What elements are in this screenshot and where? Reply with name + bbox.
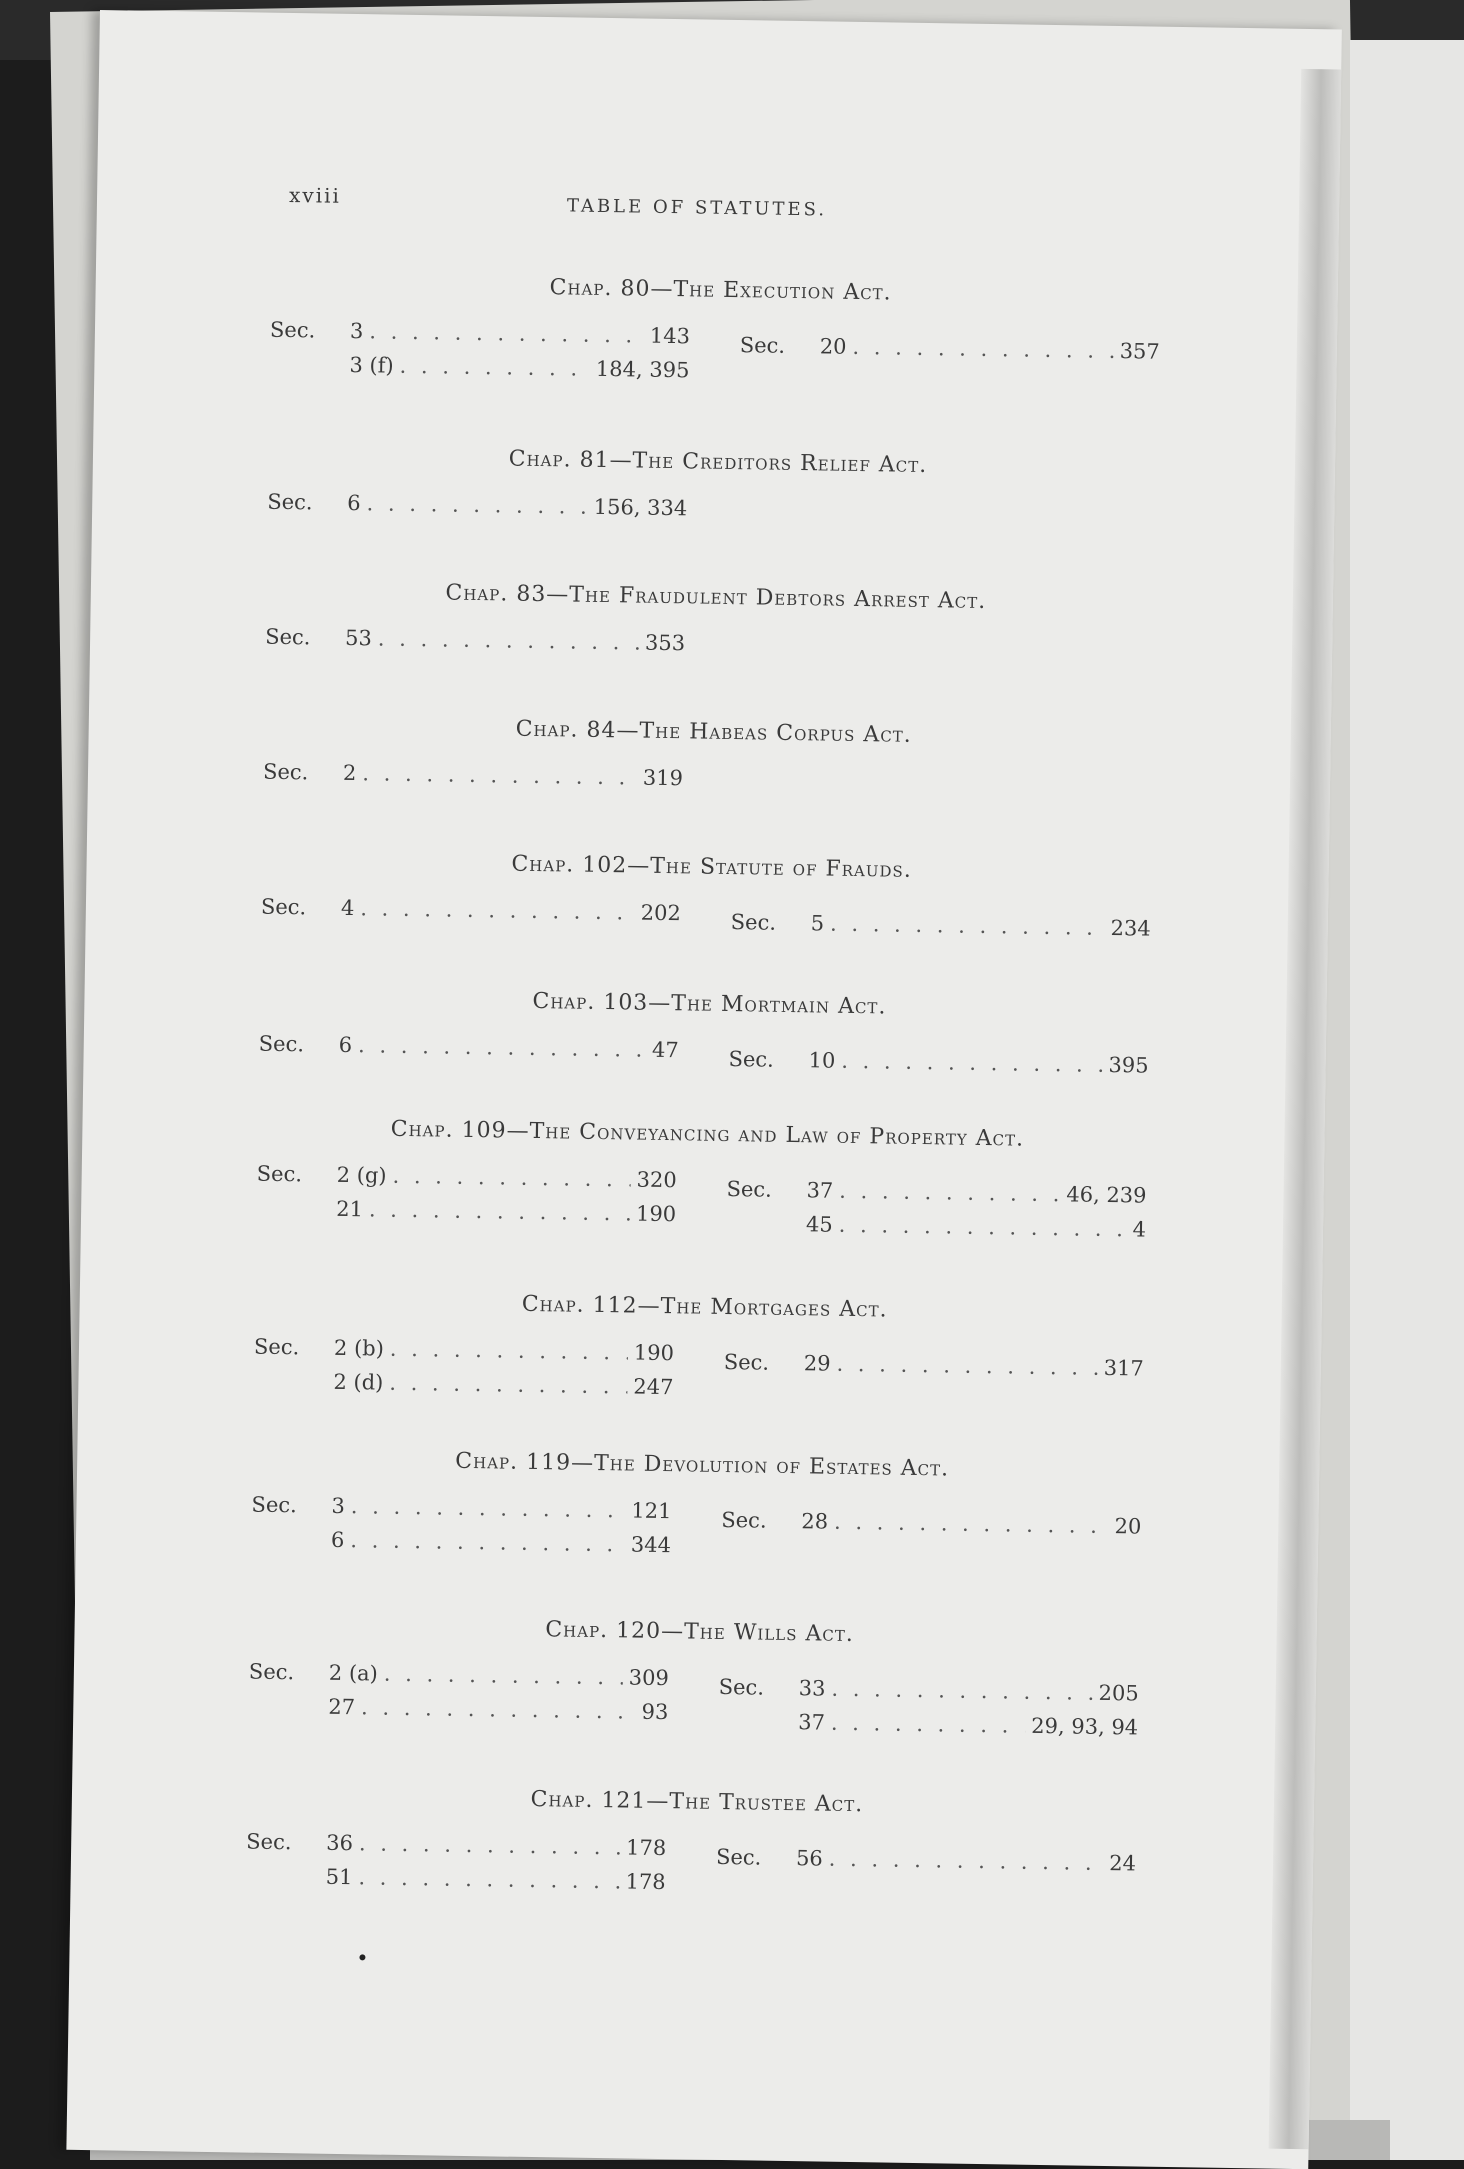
page-references: 178 — [625, 1869, 666, 1895]
section-entry — [267, 490, 687, 531]
section-label: Sec. — [723, 1349, 770, 1375]
dot-leader — [359, 1831, 621, 1859]
dot-leader — [389, 1371, 627, 1399]
section-number: 10 — [808, 1048, 836, 1073]
chapter-block — [251, 1446, 1153, 1577]
section-entry — [265, 625, 685, 666]
section-columns — [266, 490, 1167, 574]
chapter-block — [269, 271, 1171, 402]
dot-leader — [351, 1494, 626, 1522]
chapter-block — [260, 848, 1162, 979]
section-entry — [726, 1211, 1146, 1252]
page-references: 156, 334 — [593, 494, 688, 521]
section-number: 5 — [810, 911, 825, 936]
book-page — [66, 10, 1341, 2169]
section-number: 45 — [805, 1212, 833, 1237]
section-entry — [245, 1864, 665, 1905]
dot-leader — [360, 896, 635, 924]
page-references: 4 — [1132, 1217, 1147, 1242]
section-entry — [728, 1047, 1148, 1088]
section-number: 3 — [349, 318, 364, 344]
page-references: 320 — [636, 1167, 677, 1193]
page-references: 184, 395 — [595, 356, 690, 383]
section-entry — [730, 910, 1150, 951]
section-entry — [253, 1369, 673, 1410]
page-references: 93 — [641, 1699, 669, 1725]
dot-leader — [350, 1528, 625, 1556]
section-label: Sec. — [715, 1844, 762, 1870]
page-references: 178 — [625, 1835, 667, 1861]
chapter-heading: Chap. 103—The Mortmain Act. — [532, 988, 887, 1020]
section-label: Sec. — [253, 1334, 300, 1360]
page-references: 24 — [1109, 1851, 1137, 1876]
dot-leader — [392, 1164, 630, 1192]
dot-leader — [839, 1213, 1127, 1242]
section-label: Sec. — [728, 1047, 775, 1072]
chapter-heading: Chap. 119—The Devolution of Estates Act. — [455, 1448, 950, 1482]
section-label: Sec. — [730, 910, 777, 935]
chapter-block — [266, 443, 1168, 574]
left-column — [261, 895, 681, 936]
section-label: Sec. — [267, 489, 313, 515]
section-number: 29 — [803, 1351, 831, 1376]
right-column — [739, 333, 1159, 374]
section-label: Sec. — [264, 624, 311, 650]
right-column — [726, 1177, 1147, 1252]
chapter-heading: Chap. 121—The Trustee Act. — [530, 1786, 864, 1818]
chapter-block — [256, 1115, 1158, 1246]
page-references: 29, 93, 94 — [1031, 1713, 1139, 1740]
page-references: 247 — [633, 1374, 674, 1400]
section-number: 21 — [336, 1196, 364, 1222]
chapter-heading: Chap. 109—The Conveyancing and Law of Property Act. — [390, 1116, 1025, 1152]
left-column — [256, 1162, 677, 1237]
section-label: Sec. — [718, 1674, 765, 1700]
chapter-block — [262, 713, 1164, 844]
left-column — [251, 1493, 672, 1568]
dot-leader — [830, 912, 1105, 940]
section-label — [251, 1546, 331, 1547]
section-number: 51 — [325, 1864, 353, 1890]
section-columns — [245, 1830, 1146, 1914]
page-references: 353 — [644, 630, 686, 656]
section-entry — [721, 1508, 1141, 1549]
section-columns — [258, 1032, 1159, 1116]
dot-leader — [384, 1662, 623, 1690]
section-entry — [256, 1196, 676, 1237]
page-content — [67, 10, 1280, 2128]
section-label — [269, 371, 349, 372]
section-number: 3 — [331, 1493, 346, 1519]
dot-leader — [390, 1337, 628, 1365]
left-column — [248, 1660, 669, 1735]
chapter-heading: Chap. 112—The Mortgages Act. — [521, 1291, 888, 1323]
dot-leader — [841, 1049, 1103, 1077]
section-number: 4 — [340, 895, 355, 921]
page-references: 20 — [1114, 1514, 1142, 1539]
section-label: Sec. — [248, 1659, 295, 1685]
section-number: 2 (g) — [336, 1162, 387, 1188]
dot-leader — [366, 491, 587, 518]
section-number: 6 — [338, 1032, 353, 1058]
page-references: 317 — [1103, 1355, 1144, 1381]
section-label — [256, 1215, 336, 1216]
ink-speck — [359, 1954, 365, 1960]
section-label — [726, 1230, 806, 1231]
dot-leader — [834, 1510, 1109, 1538]
section-number: 33 — [798, 1676, 826, 1701]
chapter-heading: Chap. 80—The Execution Act. — [549, 275, 892, 306]
dot-leader — [839, 1179, 1060, 1206]
section-number: 2 — [342, 760, 357, 786]
section-number: 27 — [328, 1694, 356, 1720]
dot-leader — [369, 319, 644, 347]
section-entry — [739, 333, 1159, 374]
chapter-heading: Chap. 120—The Wills Act. — [545, 1617, 855, 1648]
section-columns — [262, 760, 1163, 844]
page-references: 234 — [1110, 915, 1151, 941]
right-column — [728, 1047, 1148, 1088]
section-label: Sec. — [739, 333, 786, 358]
page-references: 202 — [640, 900, 682, 926]
section-columns — [253, 1335, 1154, 1419]
page-references: 319 — [642, 765, 684, 791]
left-column — [258, 1032, 678, 1073]
section-label: Sec. — [726, 1176, 773, 1202]
section-number: 37 — [806, 1178, 834, 1203]
section-label — [253, 1388, 333, 1389]
dot-leader — [358, 1865, 620, 1893]
right-column — [718, 1675, 1139, 1750]
page-references: 190 — [633, 1340, 675, 1366]
section-number: 2 (a) — [328, 1660, 379, 1686]
section-label: Sec. — [246, 1829, 292, 1855]
dot-leader — [358, 1033, 646, 1062]
section-label: Sec. — [260, 894, 307, 920]
page-references: 46, 239 — [1066, 1182, 1147, 1208]
chapter-heading: Chap. 84—The Habeas Corpus Act. — [515, 716, 912, 748]
chapter-heading: Chap. 102—The Statute of Frauds. — [511, 851, 912, 883]
right-column — [716, 1845, 1136, 1886]
section-columns — [256, 1162, 1157, 1246]
section-number: 53 — [344, 625, 373, 651]
section-number: 6 — [330, 1527, 345, 1553]
section-label: Sec. — [262, 759, 309, 785]
section-number: 36 — [326, 1830, 354, 1856]
section-label: Sec. — [251, 1492, 297, 1518]
dot-leader — [831, 1711, 1026, 1738]
section-number: 2 (b) — [333, 1335, 385, 1361]
section-label — [718, 1728, 798, 1729]
left-column — [245, 1830, 666, 1905]
section-columns — [260, 895, 1161, 979]
page-references: 395 — [1108, 1052, 1149, 1078]
chapter-block — [258, 985, 1160, 1116]
section-columns — [269, 318, 1170, 402]
page-references: 47 — [651, 1037, 679, 1063]
page-references: 143 — [649, 323, 691, 349]
page-references: 357 — [1119, 339, 1160, 364]
section-number: 6 — [347, 490, 361, 516]
dot-leader — [361, 1695, 636, 1723]
section-entry — [269, 352, 689, 393]
dot-leader — [362, 761, 637, 789]
right-column — [723, 1350, 1143, 1391]
section-columns — [251, 1493, 1152, 1577]
left-column — [263, 760, 683, 801]
facing-page — [1350, 40, 1464, 2160]
page-references: 309 — [628, 1665, 670, 1691]
section-entry — [261, 895, 681, 936]
right-column — [730, 910, 1150, 951]
running-head: TABLE OF STATUTES. — [566, 195, 828, 221]
left-column — [267, 490, 687, 531]
dot-leader — [399, 354, 590, 381]
page-references: 190 — [635, 1201, 677, 1227]
page-references: 121 — [631, 1498, 672, 1524]
section-label: Sec. — [256, 1161, 303, 1187]
section-entry — [251, 1527, 671, 1568]
section-columns — [264, 625, 1165, 709]
section-label: Sec. — [721, 1507, 767, 1533]
chapter-block — [253, 1288, 1155, 1419]
dot-leader — [836, 1352, 1098, 1380]
section-columns — [248, 1660, 1149, 1744]
section-entry — [248, 1694, 668, 1735]
section-number: 56 — [795, 1846, 823, 1871]
chapter-block — [245, 1783, 1147, 1914]
section-entry — [718, 1709, 1138, 1750]
chapter-heading: Chap. 83—The Fraudulent Debtors Arrest Act. — [445, 580, 987, 614]
left-column — [253, 1335, 674, 1410]
dot-leader — [378, 626, 640, 654]
page-number: xviii — [288, 182, 342, 208]
chapter-block — [248, 1613, 1150, 1744]
dot-leader — [852, 335, 1114, 363]
dot-leader — [831, 1677, 1093, 1705]
section-number: 20 — [819, 334, 847, 359]
right-column — [721, 1508, 1141, 1549]
left-column — [265, 625, 685, 666]
section-entry — [263, 760, 683, 801]
section-label: Sec. — [269, 317, 316, 343]
section-number: 37 — [798, 1710, 826, 1735]
section-label — [246, 1883, 326, 1884]
section-number: 28 — [801, 1509, 829, 1534]
section-label — [248, 1713, 328, 1714]
page-references: 344 — [630, 1532, 672, 1558]
section-entry — [723, 1350, 1143, 1391]
dot-leader — [369, 1197, 631, 1225]
section-entry — [258, 1032, 678, 1073]
page-references: 205 — [1098, 1680, 1139, 1706]
chapter-block — [264, 578, 1166, 709]
section-entry — [716, 1845, 1136, 1886]
section-number: 3 (f) — [349, 352, 394, 378]
chapter-heading: Chap. 81—The Creditors Relief Act. — [508, 446, 928, 479]
section-label: Sec. — [258, 1031, 305, 1057]
left-column — [269, 318, 690, 393]
dot-leader — [829, 1847, 1104, 1875]
section-number: 2 (d) — [333, 1369, 384, 1395]
